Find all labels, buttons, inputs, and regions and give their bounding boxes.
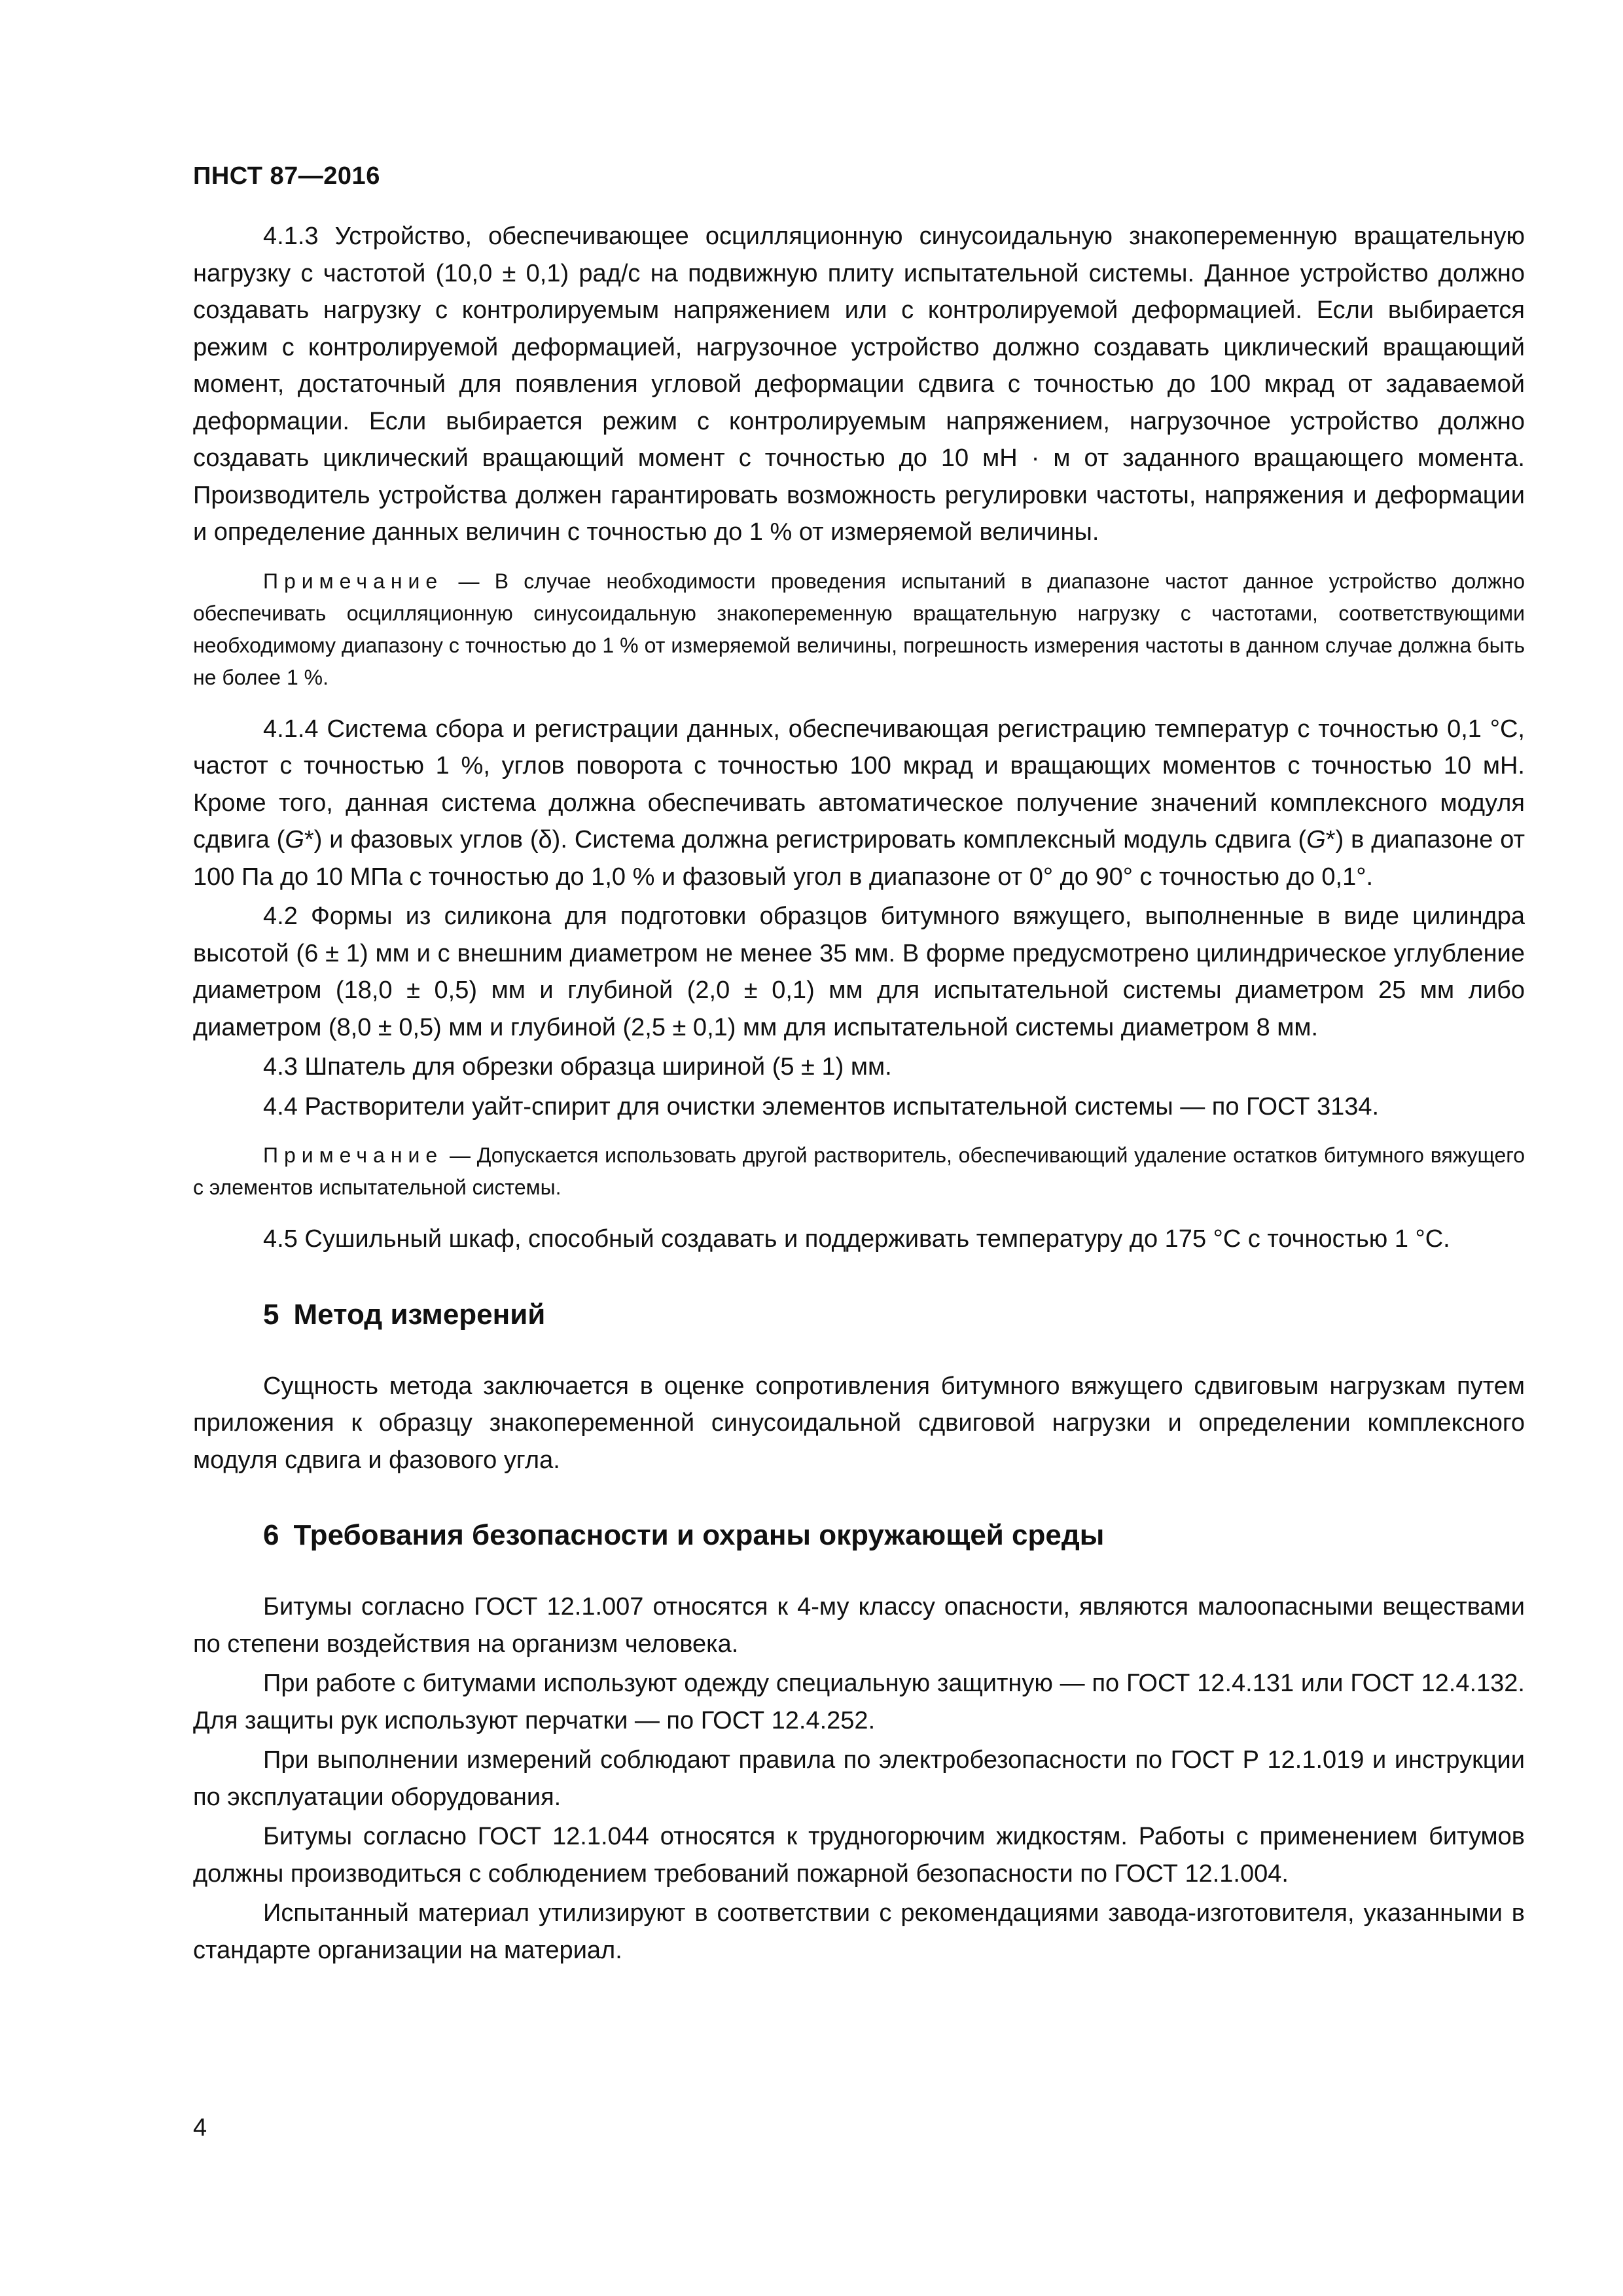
clause-4-2	[193, 898, 1525, 1046]
section-6-paragraph: Битумы согласно ГОСТ 12.1.007 относятся к 4-му классу опасности, являются малоопасными веществами по степени воздействия на организм человека.	[193, 1593, 1525, 1658]
section-number: 5	[263, 1298, 279, 1331]
clause-4-5	[193, 1221, 1525, 1258]
clause-number: 4.3	[263, 1053, 298, 1081]
document-header: ПНСТ 87—2016	[193, 162, 380, 190]
clause-4-3	[193, 1049, 1525, 1086]
clause-text: Формы из силикона для подготовки образцов битумного вяжущего, выполненные в виде цилиндра высотой (6 ± 1) мм и с внешним диаметром не менее 35 мм. В форме предусмотрено цилиндрическое углубление диаметром (18,0 ± 0,5) мм и глубиной (2,0 ± 0,1) мм для испытательной системы диаметром 25 мм либо диаметром (8,0 ± 0,5) мм и глубиной (2,5 ± 0,1) мм для испытательной системы диаметром 8 мм.	[193, 903, 1525, 1041]
section-6-paragraph: Битумы согласно ГОСТ 12.1.044 относятся к трудногорючим жидкостям. Работы с применением битумов должны производиться с соблюдением требований пожарной безопасности по ГОСТ 12.1.004.	[193, 1823, 1525, 1888]
page-number: 4	[193, 2114, 207, 2142]
section-6-paragraph: При работе с битумами используют одежду специальную защитную — по ГОСТ 12.4.131 или ГОСТ 12.4.132. Для защиты рук используют перчатки — по ГОСТ 12.4.252.	[193, 1670, 1525, 1734]
note-1	[193, 565, 1525, 694]
section-5-paragraph: Сущность метода заключается в оценке сопротивления битумного вяжущего сдвиговым нагрузкам путем приложения к образцу знакопеременной синусоидальной сдвиговой нагрузки и определении комплексного модуля сдвига и фазового угла.	[193, 1372, 1525, 1474]
clause-text: Шпатель для обрезки образца шириной (5 ± 1) мм.	[304, 1053, 892, 1081]
note-2	[193, 1139, 1525, 1204]
clause-number: 4.5	[263, 1225, 298, 1253]
document-page	[193, 162, 1525, 1971]
clause-number: 4.1.4	[263, 715, 319, 743]
clause-text-part: *) в диапазоне от 100 Па до 10 МПа с точностью до 1,0 % и фазовый угол в диапазоне от 0° до 90° с точностью до 0,1°.	[193, 826, 1525, 891]
clause-4-1-3	[193, 218, 1525, 551]
symbol-g: G	[285, 826, 304, 853]
section-5-heading	[263, 1299, 1525, 1331]
note-lead: Примечание	[263, 569, 444, 593]
note-text: — Допускается использовать другой растворитель, обеспечивающий удаление остатков битумного вяжущего с элементов испытательной системы.	[193, 1143, 1525, 1199]
clause-text: Сушильный шкаф, способный создавать и поддерживать температуру до 175 °С с точностью 1 °С.	[304, 1225, 1450, 1253]
section-title: Требования безопасности и охраны окружающей среды	[293, 1519, 1105, 1551]
clause-number: 4.4	[263, 1092, 298, 1121]
clause-4-1-4	[193, 711, 1525, 896]
section-title: Метод измерений	[293, 1298, 546, 1331]
section-6-paragraph: При выполнении измерений соблюдают правила по электробезопасности по ГОСТ Р 12.1.019 и инструкции по эксплуатации оборудования.	[193, 1746, 1525, 1811]
symbol-g: G	[1306, 826, 1326, 853]
clause-text-part: *) и фазовых углов (δ). Система должна регистрировать комплексный модуль сдвига (	[304, 826, 1307, 853]
note-lead: Примечание	[263, 1143, 444, 1167]
clause-text: Растворители уайт-спирит для очистки элементов испытательной системы — по ГОСТ 3134.	[304, 1092, 1380, 1121]
clause-number: 4.2	[263, 903, 298, 930]
clause-number: 4.1.3	[263, 223, 319, 250]
clause-text-part: Система сбора и регистрации данных, обеспечивающая регистрацию температур с точностью 0,1 °С, частот с точностью 1 %, углов поворота с точностью 100 мкрад и вращающих моментов с точностью 10 мН. Кроме того, данная система должна обеспечивать автоматическое получение значений комплексного модуля сдвига (	[193, 715, 1525, 853]
clause-4-4	[193, 1088, 1525, 1126]
section-6-paragraph: Испытанный материал утилизируют в соответствии с рекомендациями завода-изготовителя, указанными в стандарте организации на материал.	[193, 1899, 1525, 1964]
section-number: 6	[263, 1519, 279, 1551]
note-text: — В случае необходимости проведения испытаний в диапазоне частот данное устройство должно обеспечивать осцилляционную синусоидальную знакопеременную вращательную нагрузку с частотами, соответствующими необходимому диапазону с точностью до 1 % от измеряемой величины, погрешность измерения частоты в данном случае должна быть не более 1 %.	[193, 569, 1525, 689]
clause-text: Устройство, обеспечивающее осцилляционную синусоидальную знакопеременную вращательную нагрузку с частотой (10,0 ± 0,1) рад/с на подвижную плиту испытательной системы. Данное устройство должно создавать нагрузку с контролируемым напряжением или с контролируемой деформацией. Если выбирается режим с контролируемой деформацией, нагрузочное устройство должно создавать циклический вращающий момент, достаточный для появления угловой деформации сдвига с точностью до 100 мкрад от задаваемой деформации. Если выбирается режим с контролируемым напряжением, нагрузочное устройство должно создавать циклический вращающий момент с точностью до 10 мН · м от заданного вращающего момента. Производитель устройства должен гарантировать возможность регулировки частоты, напряжения и деформации и определение данных величин с точностью до 1 % от измеряемой величины.	[193, 223, 1525, 546]
section-6-heading	[263, 1519, 1525, 1552]
